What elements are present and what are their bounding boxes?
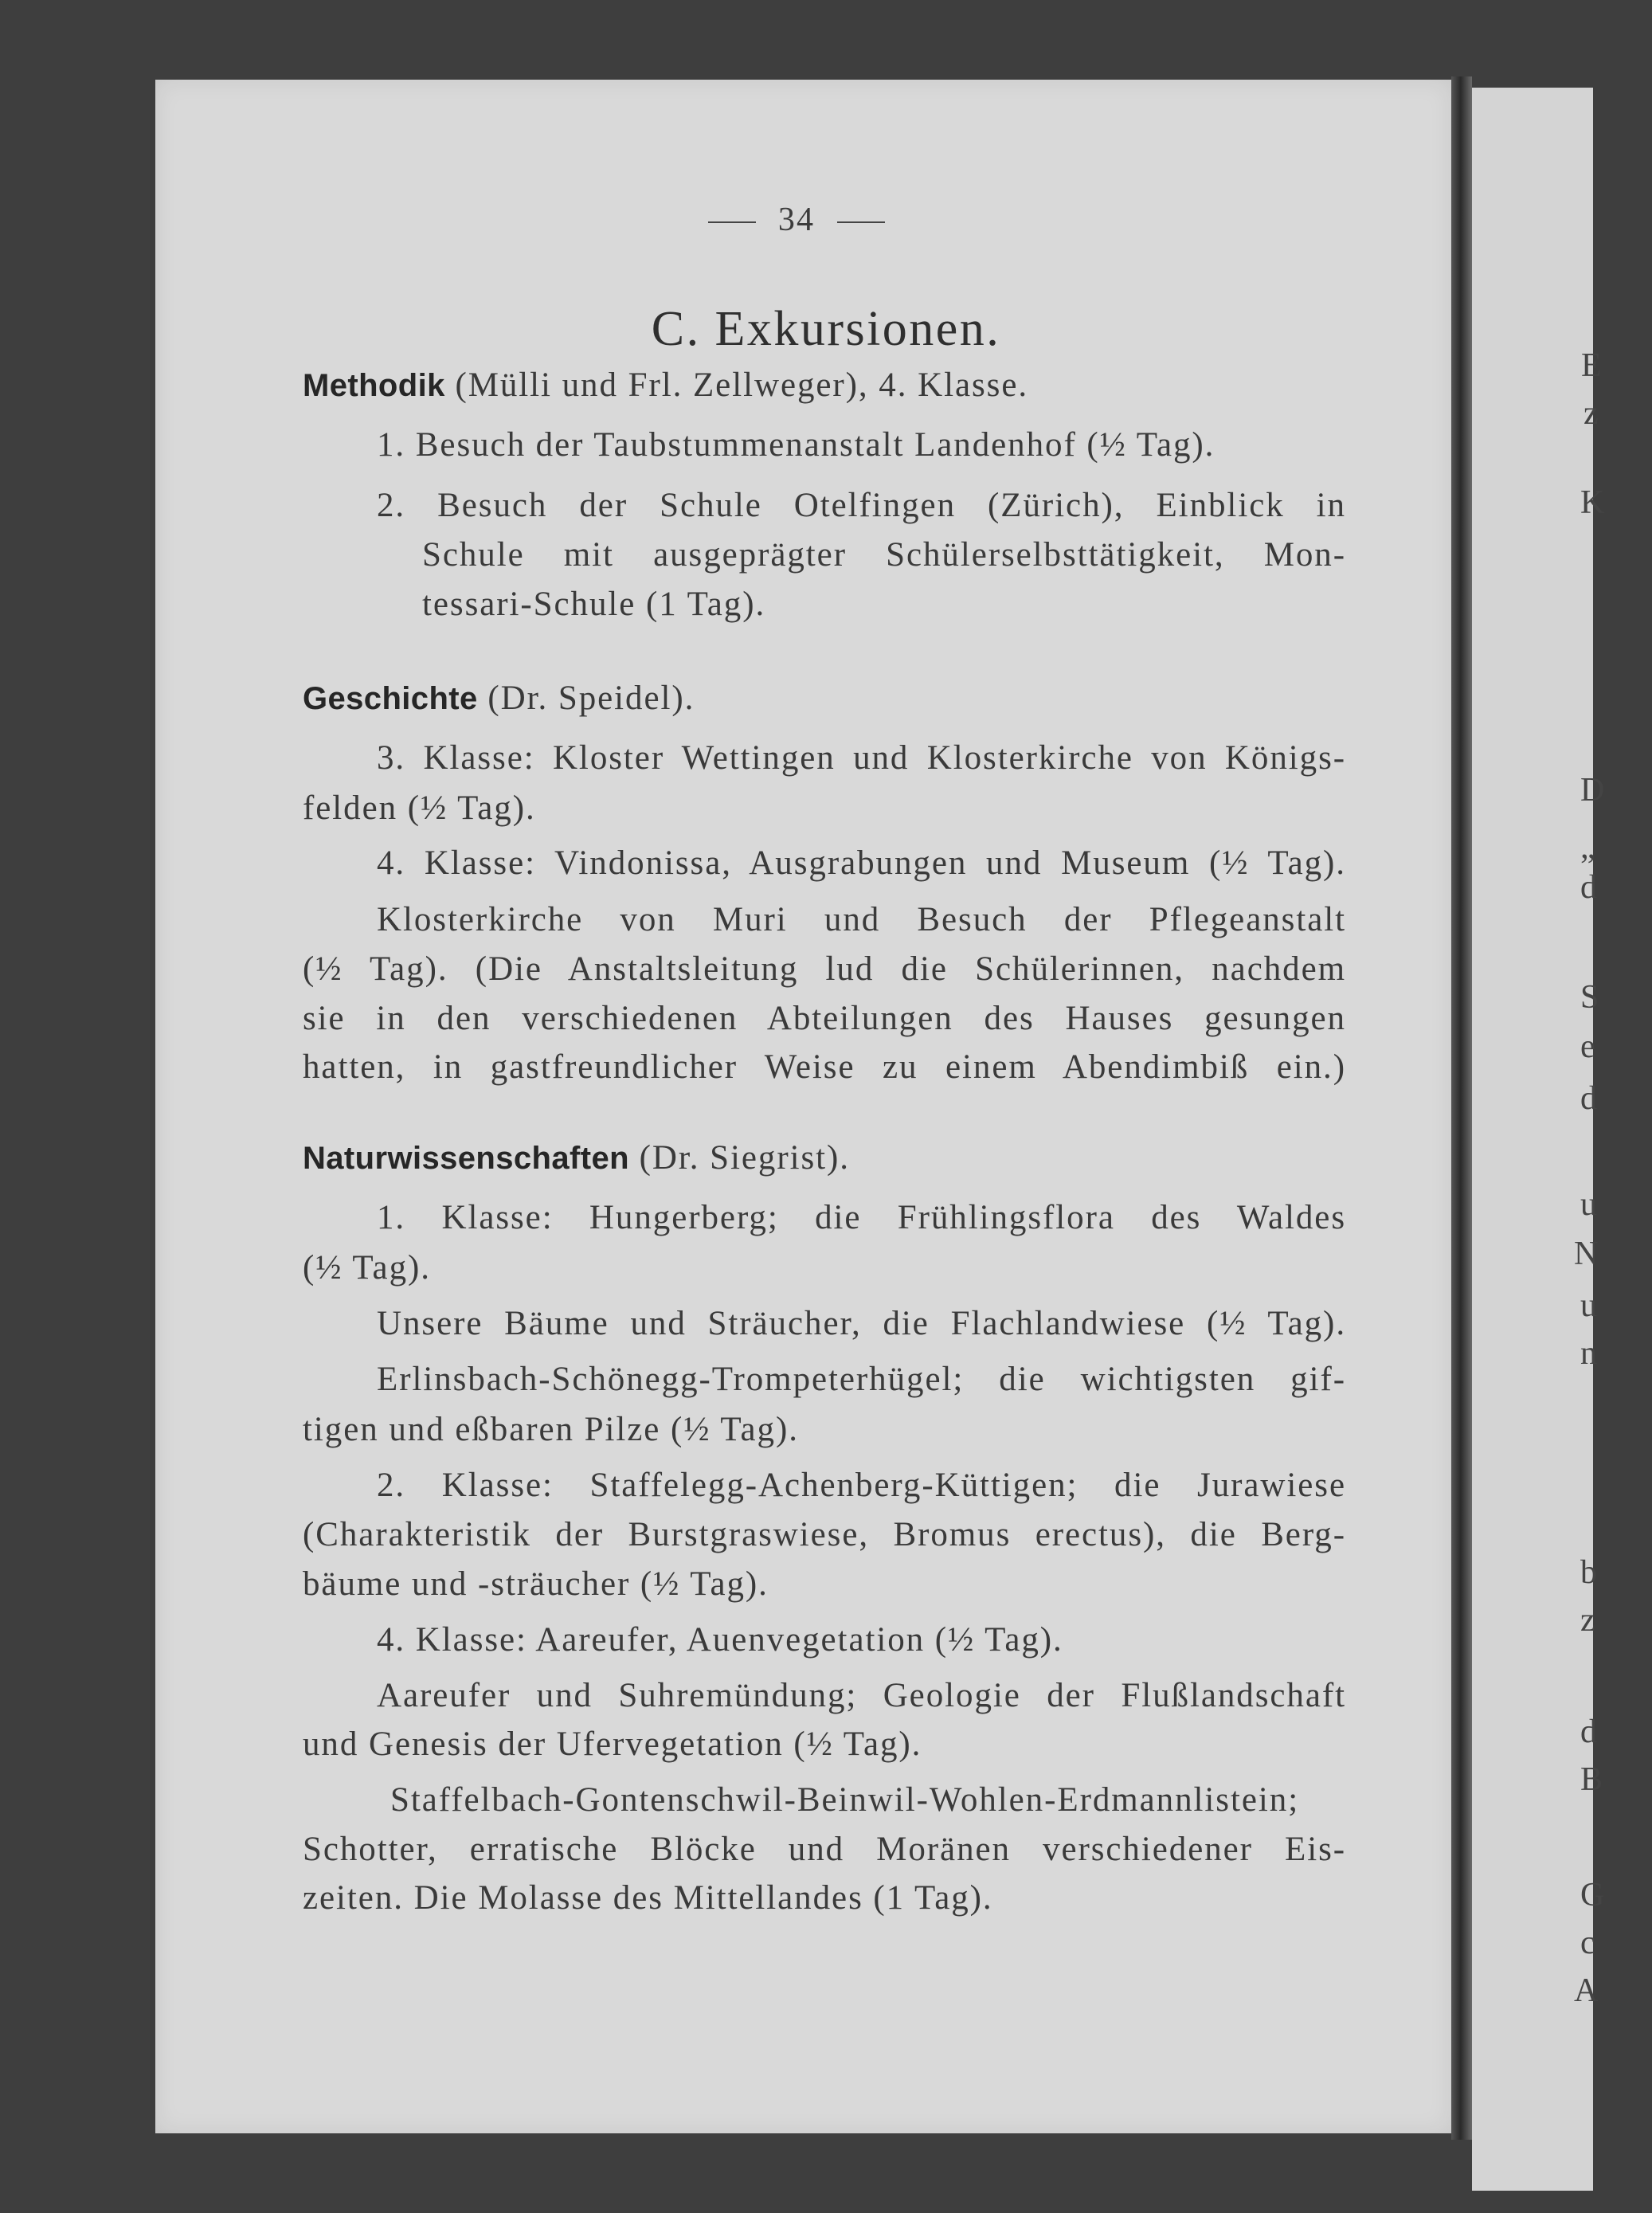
next-page-fragment: D [1580,772,1607,809]
text-line: zeiten. Die Molasse des Mittellandes (1 Tag). [303,1879,993,1917]
next-page-fragment: u [1580,1287,1599,1324]
page-number [0,201,1593,239]
next-page-fragment: N [1574,1236,1600,1272]
next-page-fragment: e [1580,1028,1597,1065]
section-title: C. Exkursionen. [651,302,1001,356]
next-page-fragment: b [1580,1554,1599,1591]
text-line: Aareufer und Suhremündung; Geologie der Flußlandschaft [377,1677,1346,1714]
text-line: bäume und -sträucher (½ Tag). [303,1565,769,1603]
text-line: Klosterkirche von Muri und Besuch der Pflegeanstalt [377,901,1346,938]
next-page-fragment: d [1580,1714,1599,1750]
text-line: Schotter, erratische Blöcke und Moränen verschiedener Eis- [303,1831,1346,1868]
text-line: (½ Tag). [303,1249,431,1287]
text-line: 2. Klasse: Staffelegg-Achenberg-Küttigen; die Jurawiese [377,1467,1346,1504]
next-page-fragment: d [1580,1080,1599,1117]
text-line: sie in den verschiedenen Abteilungen des Hauses gesungen [303,1000,1346,1037]
next-page-fragment: S [1580,979,1601,1016]
dash-right [837,221,885,223]
geschichte-heading-line [303,681,1346,715]
geschichte-heading: Geschichte [303,681,478,716]
text-line: 1. Klasse: Hungerberg; die Frühlingsflora des Waldes [377,1199,1346,1236]
naturwissenschaften-heading-rest: (Dr. Siegrist). [639,1139,850,1177]
methodik-heading-line [303,368,1346,402]
text-line: und Genesis der Ufervegetation (½ Tag). [303,1725,922,1763]
text-line: 2. Besuch der Schule Otelfingen (Zürich), Einblick in [377,487,1346,524]
geschichte-heading-rest: (Dr. Speidel). [487,680,695,717]
next-page-fragment: d [1580,869,1599,906]
book-gutter [1451,76,1472,2140]
next-page-fragment: B [1580,1761,1605,1798]
text-line: 1. Besuch der Taubstummenanstalt Landenhof (½ Tag). [377,426,1216,464]
methodik-heading-rest: (Mülli und Frl. Zellweger), 4. Klasse. [455,366,1029,404]
text-line: (Charakteristik der Burstgraswiese, Bromus erectus), die Berg- [303,1516,1346,1553]
page-number-text: 34 [777,202,816,238]
next-page-fragment: „ [1580,829,1597,866]
text-line: Staffelbach-Gontenschwil-Beinwil-Wohlen-Erdmannlistein; [390,1781,1300,1819]
text-line: Schule mit ausgeprägter Schülerselbsttätigkeit, Mon- [422,536,1346,574]
next-page-fragment: A [1574,1972,1600,2009]
text-line: tigen und eßbaren Pilze (½ Tag). [303,1411,799,1448]
next-page-fragment: u [1580,1186,1599,1223]
next-page-fragment: K [1580,484,1607,521]
text-line: (½ Tag). (Die Anstaltsleitung lud die Schülerinnen, nachdem [303,950,1346,988]
next-page-fragment: n [1580,1335,1599,1372]
next-page-fragment: z [1583,395,1600,432]
text-line: Erlinsbach-Schönegg-Trompeterhügel; die wichtigsten gif- [377,1361,1346,1398]
next-page-fragment: z [1580,1602,1597,1639]
text-line: Unsere Bäume und Sträucher, die Flachlandwiese (½ Tag). [377,1305,1346,1342]
dash-left [708,221,756,223]
methodik-heading: Methodik [303,368,445,403]
text-line: tessari-Schule (1 Tag). [422,586,766,623]
text-line: 4. Klasse: Aareufer, Auenvegetation (½ Tag). [377,1621,1063,1659]
next-page-fragment: G [1580,1877,1607,1913]
text-line: 4. Klasse: Vindonissa, Ausgrabungen und Museum (½ Tag). [377,844,1346,882]
next-page-fragment: c [1580,1925,1597,1961]
next-page-edge [1472,88,1607,2191]
text-line: hatten, in gastfreundlicher Weise zu einem Abendimbiß ein.) [303,1048,1346,1086]
next-page-fragment: E [1581,347,1603,384]
text-line: 3. Klasse: Kloster Wettingen und Klosterkirche von Königs- [377,739,1346,777]
naturwissenschaften-heading: Naturwissenschaften [303,1141,629,1176]
naturwissenschaften-heading-line [303,1141,1346,1175]
text-line: felden (½ Tag). [303,789,536,827]
